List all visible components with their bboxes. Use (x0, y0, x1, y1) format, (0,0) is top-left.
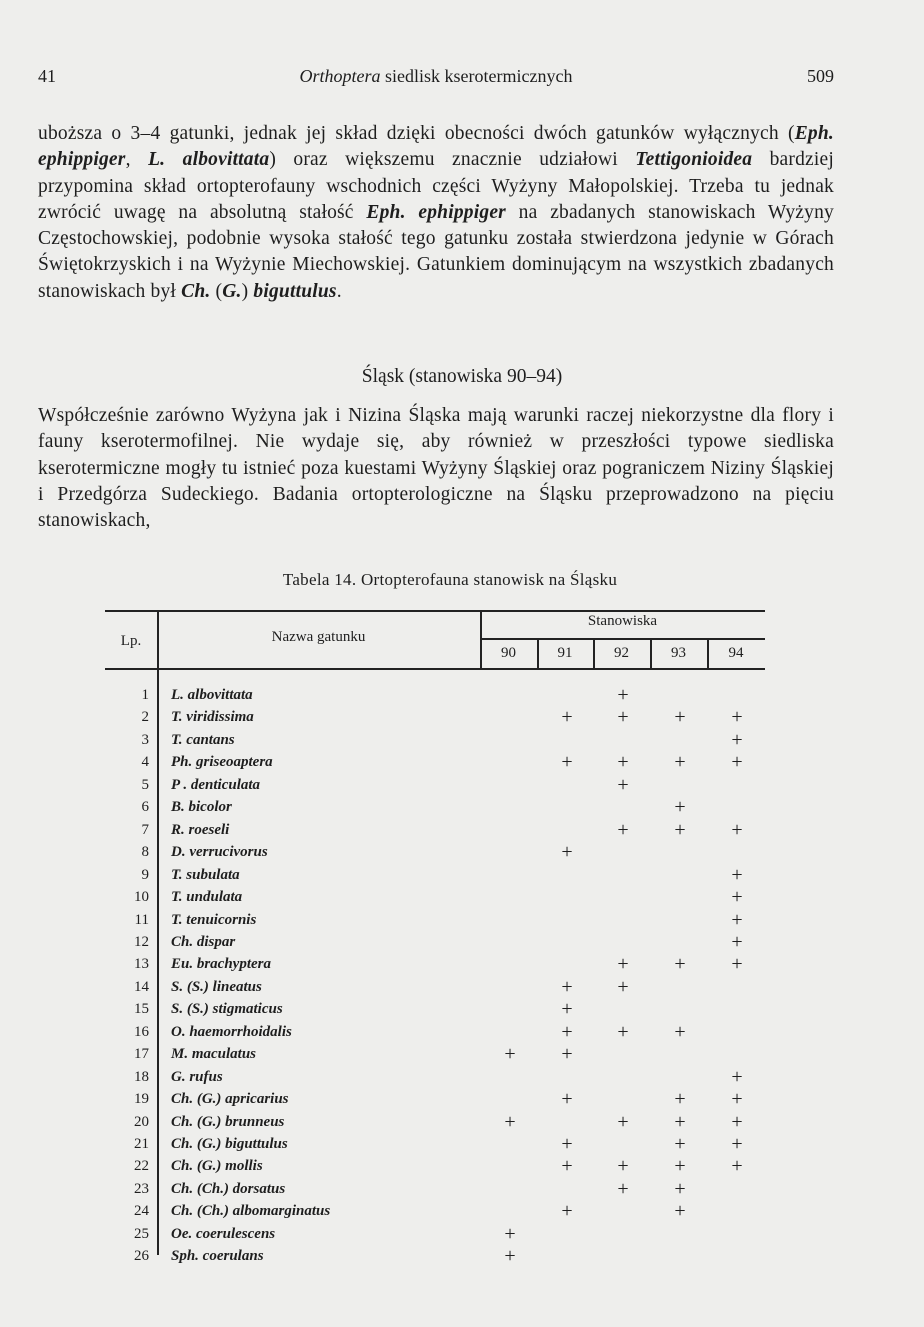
presence-mark-station-91: + (561, 1088, 573, 1111)
species-name: G. rufus (171, 1068, 223, 1085)
row-number: 20 (134, 1113, 149, 1130)
row-number: 15 (134, 1001, 149, 1018)
presence-mark-station-93: + (674, 1133, 686, 1155)
table-row (105, 1111, 765, 1133)
text-run: bardziej przypomina skład ortopterofauny wschodnich części Wyżyny Małopolskiej. Trzeba tu jednak zwrócić uwagę na absolutną stałość (38, 149, 834, 223)
presence-mark-station-92: + (617, 1020, 629, 1043)
taxon-name: Tettigonioidea (635, 149, 753, 171)
table-row (105, 841, 765, 863)
text-run: uboższa o 3–4 gatunki, jednak jej skład dzięki obecności dwóch gatunków wyłącznych ( (38, 123, 795, 144)
presence-mark-station-93: + (674, 1200, 686, 1223)
presence-mark-station-94: + (731, 886, 743, 909)
table-row (105, 909, 765, 931)
row-number: 19 (134, 1091, 149, 1108)
header-station-91: 91 (557, 645, 573, 661)
presence-mark-station-93: + (674, 1020, 686, 1043)
table-row (105, 729, 765, 751)
species-name: T. tenuicornis (171, 911, 257, 928)
table-row (105, 1155, 765, 1177)
presence-mark-station-94: + (731, 1065, 743, 1088)
species-name: Ch. (G.) apricarius (171, 1091, 289, 1108)
presence-mark-station-91: + (561, 975, 573, 998)
species-name: T. undulata (171, 889, 243, 906)
presence-mark-station-91: + (561, 998, 573, 1021)
species-name: M. maculatus (171, 1046, 257, 1063)
header-station-92: 92 (614, 645, 629, 661)
presence-mark-station-93: + (674, 1110, 686, 1133)
header-stations: Stanowiska (587, 613, 658, 629)
running-title-rest: siedlisk kserotermicznych (385, 66, 573, 86)
text-run: ( (210, 280, 223, 302)
presence-mark-station-91: + (561, 1133, 573, 1155)
row-number: 5 (141, 776, 149, 793)
species-name: Oe. coerulescens (171, 1225, 276, 1242)
table-row (105, 886, 765, 908)
running-title (38, 66, 834, 87)
presence-mark-station-94: + (731, 751, 743, 774)
presence-mark-station-94: + (731, 930, 743, 953)
table-row (105, 931, 765, 953)
header-name: Nazwa gatunku (271, 629, 366, 645)
table-row (105, 751, 765, 773)
presence-mark-station-92: + (617, 953, 629, 976)
row-number: 13 (134, 956, 149, 973)
species-name: Ch. (G.) brunneus (171, 1113, 285, 1130)
species-name: T. subulata (171, 866, 240, 883)
text-run: ) (241, 280, 254, 302)
presence-mark-station-93: + (674, 751, 686, 774)
species-table (105, 600, 765, 1268)
row-number: 8 (141, 844, 149, 861)
presence-mark-station-93: + (674, 953, 686, 976)
table-row (105, 684, 765, 706)
header-station-90: 90 (501, 645, 516, 661)
presence-mark-station-94: + (731, 863, 743, 886)
header-station-94: 94 (728, 645, 744, 661)
subgenus-name: G. (222, 280, 242, 302)
table-row (105, 864, 765, 886)
species-name: T. cantans (171, 731, 235, 748)
text-run: , (125, 149, 149, 171)
species-name: Ch. (Ch.) albomarginatus (171, 1203, 331, 1220)
row-number: 4 (141, 754, 149, 771)
presence-mark-station-91: + (561, 1043, 573, 1066)
row-number: 22 (134, 1158, 149, 1175)
table-row (105, 1223, 765, 1245)
page-header (38, 66, 834, 90)
species-name: L. albovittata (148, 149, 270, 171)
row-number: 1 (141, 687, 149, 703)
table-row (105, 998, 765, 1020)
species-name: Eph. ephippiger (366, 201, 506, 223)
presence-mark-station-91: + (561, 1155, 573, 1178)
presence-mark-station-90: + (504, 1043, 516, 1066)
presence-mark-station-94: + (731, 1110, 743, 1133)
species-epithet: biguttulus (253, 280, 337, 302)
table-row (105, 1021, 765, 1043)
species-name: B. bicolor (171, 799, 232, 816)
row-number: 21 (134, 1136, 149, 1152)
row-number: 10 (134, 889, 149, 906)
header-lp: Lp. (120, 633, 142, 649)
table-caption: Tabela 14. Ortopterofauna stanowisk na Śląsku (282, 570, 618, 589)
species-name: S. (S.) lineatus (171, 978, 262, 995)
species-name: T. viridissima (171, 709, 254, 726)
row-number: 17 (134, 1046, 149, 1063)
presence-mark-station-91: + (561, 841, 573, 864)
text-run: . (336, 280, 342, 302)
species-name: Ch. dispar (171, 933, 236, 950)
presence-mark-station-91: + (561, 751, 573, 774)
presence-mark-station-94: + (731, 1155, 743, 1178)
species-name: Sph. coerulans (171, 1248, 264, 1265)
presence-mark-station-94: + (731, 706, 743, 729)
row-number: 14 (134, 978, 149, 995)
presence-mark-station-91: + (561, 706, 573, 729)
row-number: 16 (134, 1023, 149, 1040)
species-name: O. haemorrhoidalis (171, 1023, 292, 1040)
presence-mark-station-93: + (674, 1088, 686, 1111)
presence-mark-station-92: + (617, 684, 629, 706)
presence-mark-station-93: + (674, 1177, 686, 1200)
page-number: 509 (807, 66, 834, 86)
row-number: 7 (141, 821, 149, 838)
table-row (105, 706, 765, 728)
row-number: 3 (141, 731, 149, 748)
presence-mark-station-92: + (617, 751, 629, 774)
presence-mark-station-92: + (617, 818, 629, 841)
table-row (105, 976, 765, 998)
row-number: 12 (134, 933, 149, 950)
table-row (105, 1133, 765, 1155)
presence-mark-station-94: + (731, 1133, 743, 1155)
presence-mark-station-94: + (731, 728, 743, 751)
species-name: Ch. (G.) mollis (171, 1158, 263, 1175)
running-title-italic: Orthoptera (299, 66, 381, 86)
presence-mark-station-91: + (561, 1200, 573, 1223)
text-run: na zbadanych stanowiskach Wyżyny Częstochowskiej, podobnie wysoka stałość tego gatunku została stwierdzona jedynie w Górach Świętokrzyskich i na Wyżynie Miechowskiej. Gatunkiem dominującym na wszystkich zbadanych stanowiskach był (38, 201, 834, 302)
row-number: 9 (141, 866, 149, 883)
header-station-93: 93 (671, 645, 686, 661)
presence-mark-station-93: + (674, 706, 686, 729)
species-name: Eu. brachyptera (171, 956, 272, 973)
species-name: Eph. ephippiger (38, 123, 834, 171)
species-name: L. albovittata (171, 687, 253, 703)
presence-mark-station-92: + (617, 773, 629, 796)
row-number: 6 (141, 799, 149, 816)
presence-mark-station-94: + (731, 953, 743, 976)
presence-mark-station-94: + (731, 1088, 743, 1111)
genus-name: Ch. (181, 280, 211, 302)
species-name: D. verrucivorus (171, 844, 268, 861)
presence-mark-station-93: + (674, 818, 686, 841)
presence-mark-station-90: + (504, 1245, 516, 1268)
presence-mark-station-93: + (674, 1155, 686, 1178)
presence-mark-station-90: + (504, 1222, 516, 1245)
presence-mark-station-91: + (561, 1020, 573, 1043)
header-bottom-rule (105, 668, 765, 670)
row-number: 26 (134, 1248, 149, 1265)
species-name: S. (S.) stigmaticus (171, 1001, 283, 1018)
table-row (105, 953, 765, 975)
species-name: Ch. (G.) biguttulus (171, 1136, 288, 1152)
table-row (105, 1245, 765, 1267)
presence-mark-station-92: + (617, 1155, 629, 1178)
presence-mark-station-92: + (617, 1110, 629, 1133)
row-number: 2 (141, 709, 149, 726)
paragraph-2: Współcześnie zarówno Wyżyna jak i Nizina Śląska mają warunki raczej niekorzystne dla flory i fauny kserotermofilnej. Nie wydaje się, aby również w przeszłości typowe siedliska kserotermiczne mogły tu istnieć poza kuestami Wyżyny Śląskiej oraz pograniczem Niziny Śląskiej i Przedgórza Sudeckiego. Badania ortopterologiczne na Śląsku przeprowadzono na pięciu stanowiskach, (38, 405, 834, 532)
presence-mark-station-94: + (731, 818, 743, 841)
table-row (105, 1066, 765, 1088)
table-row (105, 796, 765, 818)
presence-mark-station-90: + (504, 1110, 516, 1133)
row-number: 11 (134, 911, 149, 928)
row-number: 23 (134, 1180, 149, 1197)
species-name: P . denticulata (171, 776, 261, 793)
section-heading: Śląsk (stanowiska 90–94) (361, 366, 563, 387)
row-number: 25 (134, 1225, 149, 1242)
presence-mark-station-92: + (617, 1177, 629, 1200)
presence-mark-station-93: + (674, 796, 686, 819)
stations-rule (480, 638, 765, 640)
species-name: Ph. griseoaptera (171, 754, 273, 771)
table-row (105, 774, 765, 796)
table-row (105, 1088, 765, 1110)
table-row (105, 819, 765, 841)
species-name: Ch. (Ch.) dorsatus (171, 1180, 286, 1197)
table-row (105, 1178, 765, 1200)
presence-mark-station-94: + (731, 908, 743, 931)
presence-mark-station-92: + (617, 975, 629, 998)
row-number: 24 (134, 1203, 149, 1220)
row-number: 18 (134, 1068, 149, 1085)
chapter-number: 41 (38, 66, 56, 86)
table-row (105, 1200, 765, 1222)
table-top-rule (105, 610, 765, 612)
text-run: ) oraz większemu znacznie udziałowi (269, 149, 636, 171)
paragraph-1 (38, 121, 834, 305)
table-row (105, 1043, 765, 1065)
presence-mark-station-92: + (617, 706, 629, 729)
species-name: R. roeseli (171, 821, 230, 838)
